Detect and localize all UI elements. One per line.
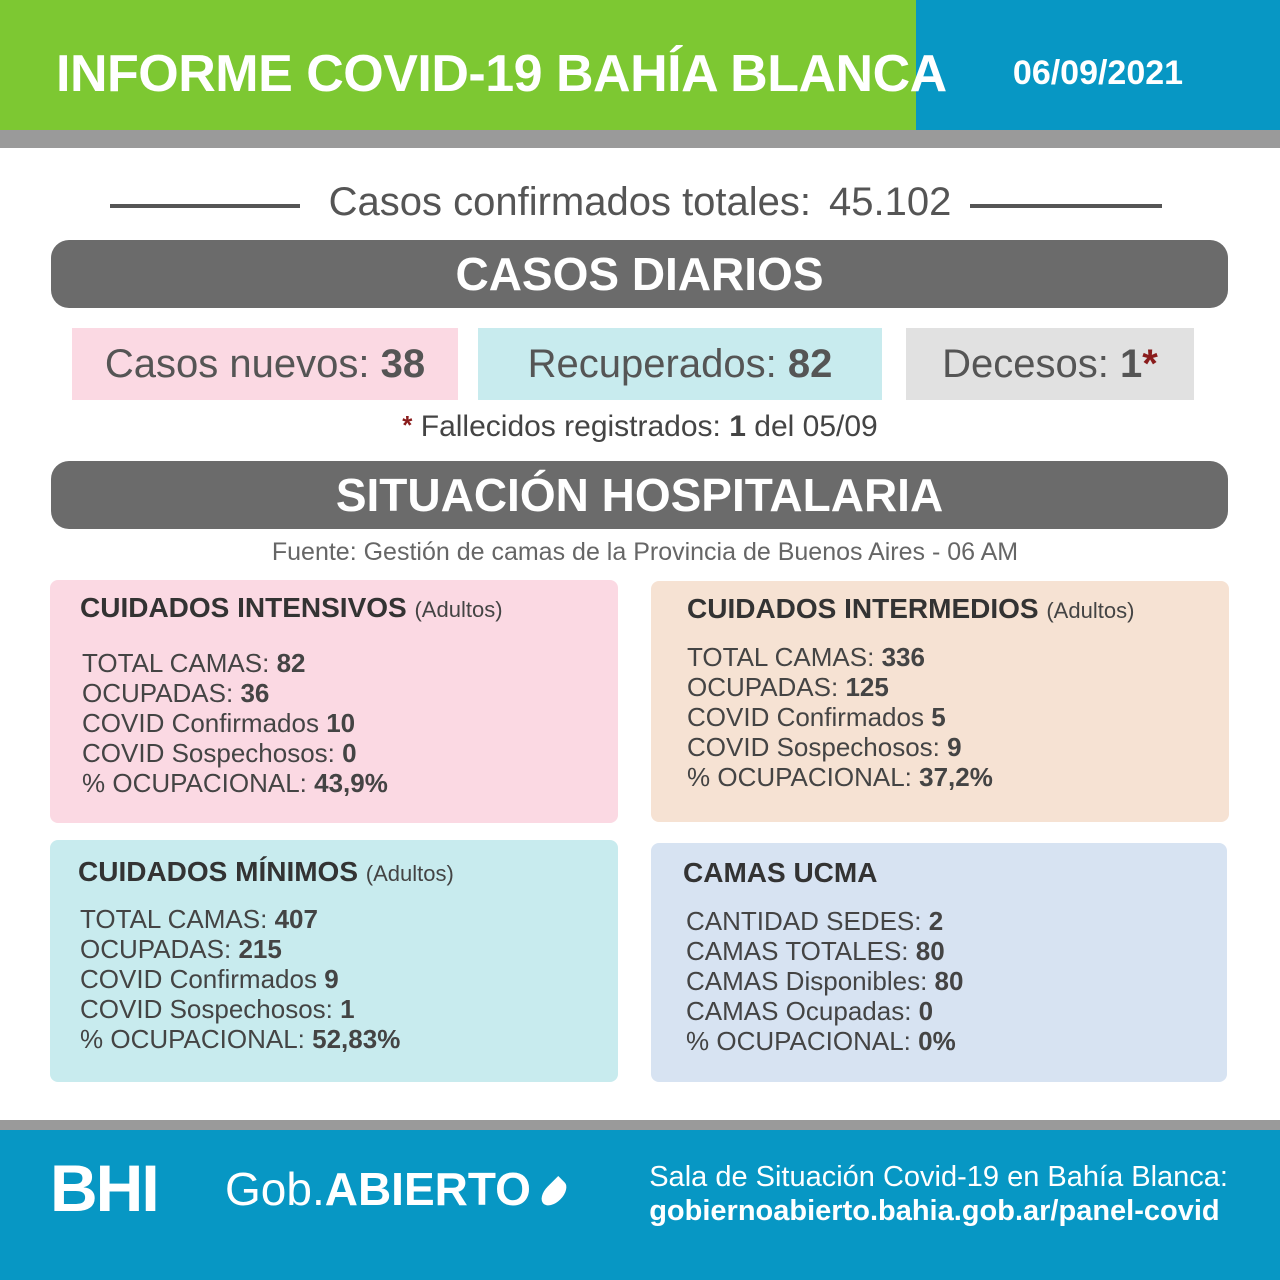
- row-label: % OCUPACIONAL:: [82, 768, 307, 798]
- row-occupancy: [687, 762, 993, 792]
- report-date: 06/09/2021: [1012, 54, 1184, 92]
- new-cases-value: 38: [380, 342, 426, 386]
- row-value: 0: [918, 996, 934, 1026]
- data-source: Fuente: Gestión de camas de la Provincia de Buenos Aires - 06 AM: [271, 538, 1019, 566]
- card-title: [78, 856, 454, 888]
- total-cases-value: 45.102: [829, 180, 969, 224]
- card-title-text: CUIDADOS INTENSIVOS: [80, 592, 407, 623]
- row-label: TOTAL CAMAS:: [82, 648, 270, 678]
- row-label: COVID Sospechosos:: [687, 732, 940, 762]
- card-title: [683, 857, 877, 889]
- footer-divider: [0, 1120, 1280, 1130]
- note-suffix: del 05/09: [754, 410, 878, 443]
- recovered-label: Recuperados:: [527, 342, 777, 386]
- drop-icon: [537, 1176, 571, 1210]
- gob-prefix: Gob.: [225, 1163, 325, 1215]
- row-occupied: [82, 678, 388, 708]
- row-value: 0%: [918, 1026, 956, 1056]
- row-label: OCUPADAS:: [82, 678, 234, 708]
- row-value: 52,83%: [312, 1024, 401, 1054]
- row-confirmed: [82, 708, 388, 738]
- row-label: OCUPADAS:: [80, 934, 232, 964]
- row-label: COVID Sospechosos:: [82, 738, 335, 768]
- row-label: CANTIDAD SEDES:: [686, 906, 922, 936]
- recovered-pill: [478, 328, 882, 400]
- row-total-beds: [687, 642, 993, 672]
- row-value: 9: [324, 964, 339, 994]
- row-value: 2: [928, 906, 944, 936]
- row-confirmed: [687, 702, 993, 732]
- row-value: 82: [276, 648, 306, 678]
- row-label: TOTAL CAMAS:: [687, 642, 875, 672]
- row-value: 9: [947, 732, 962, 762]
- row-label: % OCUPACIONAL:: [687, 762, 912, 792]
- card-rows: [82, 648, 388, 798]
- row-value: 5: [931, 702, 946, 732]
- deaths-pill: [906, 328, 1194, 400]
- row-value: 125: [845, 672, 889, 702]
- note-value: 1: [729, 410, 746, 443]
- minimal-care-card: [50, 840, 618, 1082]
- row-value: 80: [934, 966, 964, 996]
- recovered-value: 82: [787, 342, 833, 386]
- row-label: % OCUPACIONAL:: [80, 1024, 305, 1054]
- row-value: 43,9%: [314, 768, 388, 798]
- total-cases-label: Casos confirmados totales:: [311, 180, 829, 224]
- row-suspected: [80, 994, 400, 1024]
- row-label: COVID Confirmados: [80, 964, 317, 994]
- card-rows: [686, 906, 963, 1056]
- deaths-note: [0, 410, 1280, 444]
- footer-line1: Sala de Situación Covid-19 en Bahía Blanca:: [649, 1161, 1228, 1193]
- row-occupancy: [686, 1026, 963, 1056]
- card-rows: [80, 904, 400, 1054]
- intensive-care-card: [50, 580, 618, 823]
- card-title-text: CUIDADOS INTERMEDIOS: [687, 593, 1039, 624]
- footer-info: [649, 1160, 1228, 1228]
- row-available: [686, 966, 963, 996]
- card-title-text: CAMAS UCMA: [683, 857, 878, 888]
- row-label: OCUPADAS:: [687, 672, 839, 702]
- row-label: CAMAS Ocupadas:: [686, 996, 912, 1026]
- new-cases-label: Casos nuevos:: [104, 342, 370, 386]
- note-label: Fallecidos registrados:: [420, 410, 721, 443]
- deaths-value: 1: [1120, 342, 1143, 386]
- card-rows: [687, 642, 993, 792]
- card-title-text: CUIDADOS MÍNIMOS: [78, 856, 358, 887]
- row-label: % OCUPACIONAL:: [686, 1026, 911, 1056]
- row-value: 1: [340, 994, 355, 1024]
- row-total-beds: [82, 648, 388, 678]
- row-value: 37,2%: [919, 762, 993, 792]
- row-value: 10: [326, 708, 356, 738]
- row-occupancy: [80, 1024, 400, 1054]
- row-suspected: [687, 732, 993, 762]
- row-total-beds: [686, 936, 963, 966]
- deaths-label: Decesos:: [942, 342, 1109, 386]
- card-subtitle: (Adultos): [1046, 598, 1135, 623]
- card-title: [687, 593, 1134, 625]
- row-label: CAMAS Disponibles:: [686, 966, 928, 996]
- total-cases: [0, 180, 1280, 225]
- hospital-banner: SITUACIÓN HOSPITALARIA: [51, 461, 1228, 529]
- row-value: 36: [240, 678, 270, 708]
- deaths-asterisk: *: [1142, 342, 1158, 386]
- footer-url[interactable]: gobiernoabierto.bahia.gob.ar/panel-covid: [649, 1195, 1220, 1227]
- card-title: [80, 592, 503, 624]
- row-label: CAMAS TOTALES:: [686, 936, 909, 966]
- note-asterisk: *: [402, 410, 413, 440]
- row-value: 80: [915, 936, 945, 966]
- row-occupied: [80, 934, 400, 964]
- row-value: 0: [342, 738, 357, 768]
- gob-abierto-logo: [225, 1162, 569, 1216]
- row-occupied: [686, 996, 963, 1026]
- row-label: COVID Sospechosos:: [80, 994, 333, 1024]
- row-label: COVID Confirmados: [687, 702, 924, 732]
- row-label: TOTAL CAMAS:: [80, 904, 268, 934]
- gob-bold: ABIERTO: [324, 1163, 531, 1215]
- intermediate-care-card: [651, 581, 1229, 822]
- row-value: 336: [881, 642, 925, 672]
- footer-link[interactable]: [649, 1194, 1228, 1228]
- header-divider: [0, 130, 1280, 148]
- row-sites: [686, 906, 963, 936]
- card-subtitle: (Adultos): [414, 597, 503, 622]
- ucma-beds-card: [651, 843, 1227, 1082]
- new-cases-pill: [72, 328, 458, 400]
- row-occupancy: [82, 768, 388, 798]
- row-total-beds: [80, 904, 400, 934]
- row-occupied: [687, 672, 993, 702]
- row-value: 215: [238, 934, 282, 964]
- row-value: 407: [274, 904, 318, 934]
- daily-cases-banner: CASOS DIARIOS: [51, 240, 1228, 308]
- report-title: INFORME COVID-19 BAHÍA BLANCA: [56, 45, 947, 103]
- row-label: COVID Confirmados: [82, 708, 319, 738]
- card-subtitle: (Adultos): [365, 861, 454, 886]
- row-confirmed: [80, 964, 400, 994]
- bhi-logo: BHI: [50, 1151, 158, 1225]
- row-suspected: [82, 738, 388, 768]
